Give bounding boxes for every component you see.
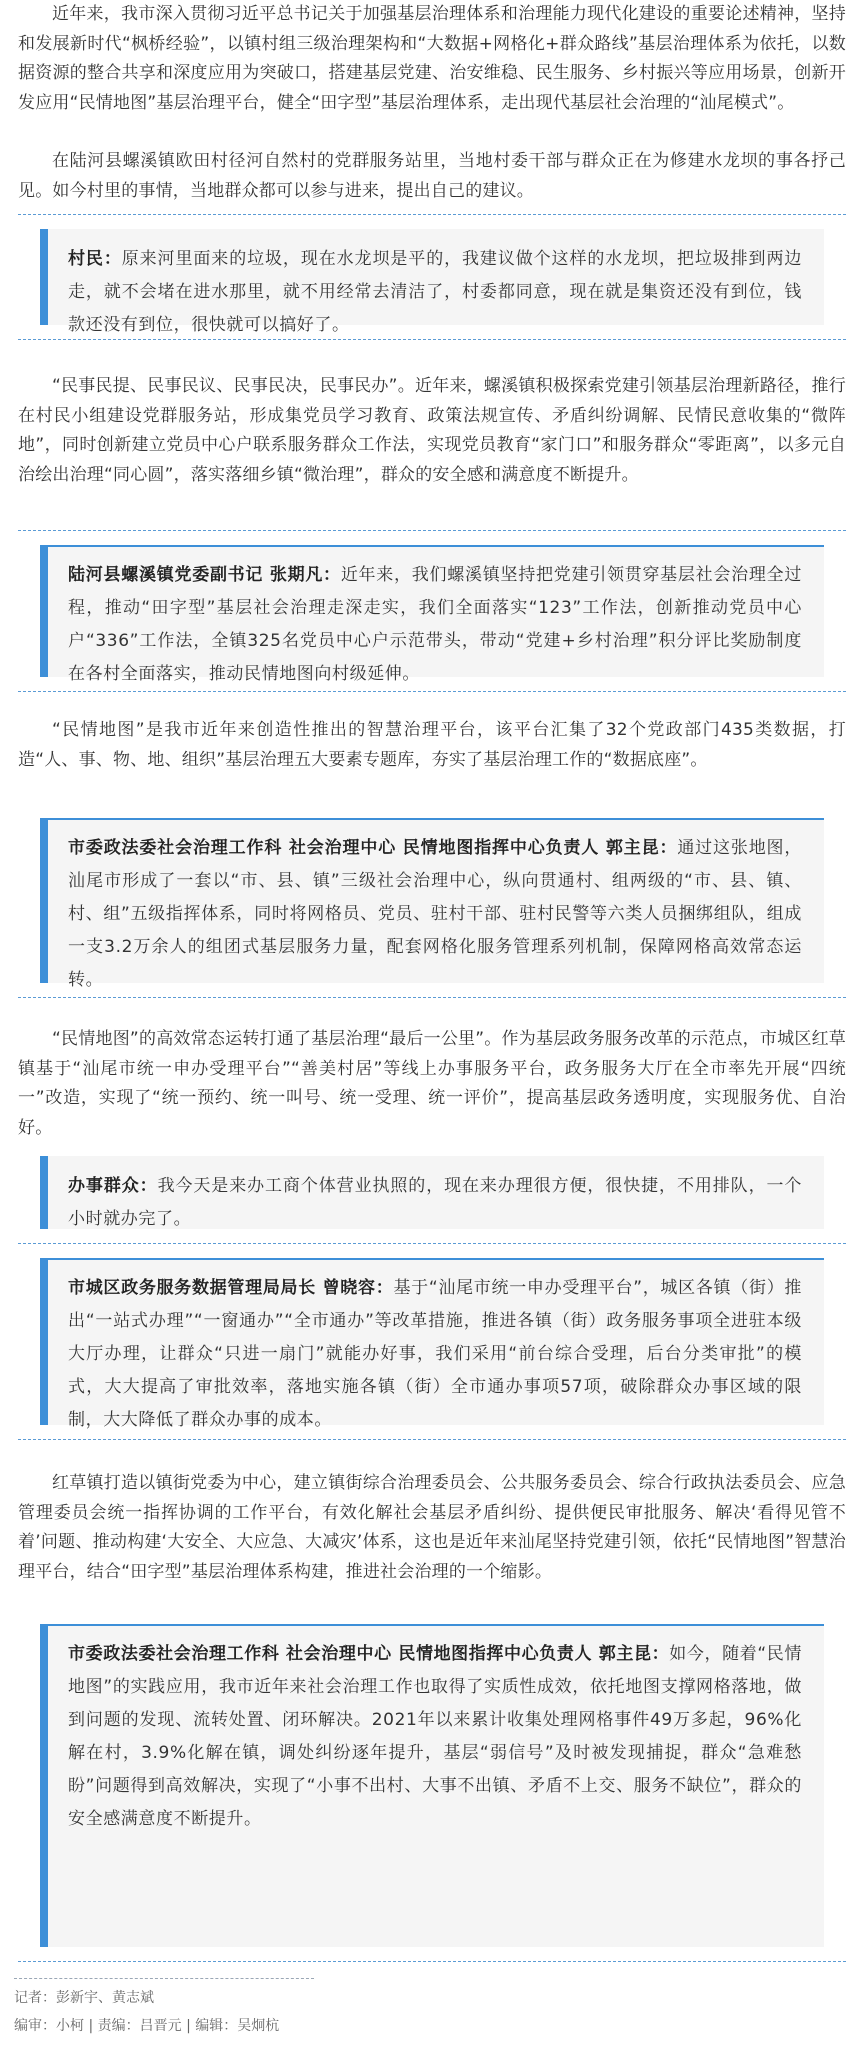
- quote-block-zhang-qifan: [18, 530, 846, 692]
- quote-text: [68, 1638, 802, 1836]
- quote-text: [68, 243, 802, 342]
- quote-box: [40, 229, 824, 335]
- quote-top-line: [48, 818, 824, 820]
- paragraph-minqing-map: “民情地图”是我市近年来创造性推出的智慧治理平台，该平台汇集了32个党政部门435类数据，打造“人、事、物、地、组织”基层治理五大要素专题库，夯实了基层治理工作的“数据底座”。: [18, 720, 846, 770]
- quote-block-guo-zhukun-2: [18, 1610, 846, 1962]
- quote-text: [68, 1170, 802, 1236]
- quote-speaker: 村民：: [68, 249, 122, 269]
- quote-speaker: 市委政法委社会治理工作科 社会治理中心 民情地图指挥中心负责人 郭主昆：: [68, 838, 678, 858]
- paragraph-hongcao-platform: 红草镇打造以镇街党委为中心，建立镇街综合治理委员会、公共服务委员会、综合行政执法委员会、应急管理委员会统一指挥协调的工作平台，有效化解社会基层矛盾纠纷、提供便民审批服务、解决‘看得见管不着’问题、推动构建‘大安全、大应急、大减灾’体系，这也是近年来汕尾坚持党建引领，依托“民情地图”智慧治理平台，结合“田字型”基层治理体系构建，推进社会治理的一个缩影。: [18, 1473, 846, 1582]
- quote-block-villager: [18, 214, 846, 340]
- footer-reporters: 记者：彭新宇、黄志斌: [14, 1990, 154, 2006]
- quote-top-line: [48, 1624, 824, 1626]
- quote-top-line: [48, 1258, 824, 1260]
- quote-text: [68, 1272, 802, 1437]
- quote-body: 通过这张地图，汕尾市形成了一套以“市、县、镇”三级社会治理中心，纵向贯通村、组两级的“市、县、镇、村、组”五级指挥体系，同时将网格员、党员、驻村干部、驻村民警等六类人员捆绑组队，组成一支3.2万余人的组团式基层服务力量，配套网格化服务管理系列机制，保障网格高效常态运转。: [68, 838, 803, 990]
- footer-divider: [14, 1978, 314, 1979]
- quote-body: 基于“汕尾市统一申办受理平台”，城区各镇（街）推出“一站式办理”“一窗通办”“全市通办”等改革措施，推进各镇（街）政务服务事项全进驻本级大厅办理，让群众“只进一扇门”就能办好事，我们采用“前台综合受理，后台分类审批”的模式，大大提高了审批效率，落地实施各镇（街）全市通办事项57项，破除群众办事区域的限制，大大降低了群众办事的成本。: [68, 1278, 803, 1430]
- paragraph-village-station: 在陆河县螺溪镇欧田村径河自然村的党群服务站里，当地村委干部与群众正在为修建水龙坝的事各抒己见。如今村里的事情，当地群众都可以参与进来，提出自己的建议。: [18, 151, 846, 201]
- quote-speaker: 市委政法委社会治理工作科 社会治理中心 民情地图指挥中心负责人 郭主昆：: [68, 1644, 670, 1664]
- paragraph-intro: 近年来，我市深入贯彻习近平总书记关于加强基层治理体系和治理能力现代化建设的重要论述精神，坚持和发展新时代“枫桥经验”，以镇村组三级治理架构和“大数据+网格化+群众路线”基层治理体系为依托，以数据资源的整合共享和深度应用为突破口，搭建基层党建、治安维稳、民生服务、乡村振兴等应用场景，创新开发应用“民情地图”基层治理平台，健全“田字型”基层治理体系，走出现代基层社会治理的“汕尾模式”。: [18, 4, 846, 113]
- quote-box: [40, 818, 824, 990]
- quote-body: 我今天是来办工商个体营业执照的，现在来办理很方便，很快捷，不用排队，一个小时就办完了。: [68, 1176, 803, 1229]
- quote-body: 原来河里面来的垃圾，现在水龙坝是平的，我建议做个这样的水龙坝，把垃圾排到两边走，就不会堵在进水那里，就不用经常去清洁了，村委都同意，现在就是集资还没有到位，钱款还没有到位，很快就可以搞好了。: [68, 249, 802, 335]
- quote-text: [68, 832, 802, 997]
- quote-box: [40, 545, 824, 684]
- paragraph-luoxi-governance: “民事民提、民事民议、民事民决，民事民办”。近年来，螺溪镇积极探索党建引领基层治理新路径，推行在村民小组建设党群服务站，形成集党员学习教育、政策法规宣传、矛盾纠纷调解、民情民意收集的“微阵地”，同时创新建立党员中心户联系服务群众工作法，实现党员教育“家门口”和服务群众“零距离”，以多元自治绘出治理“同心圆”，落实落细乡镇“微治理”，群众的安全感和满意度不断提升。: [18, 376, 846, 485]
- quote-block-citizen: [18, 1142, 846, 1244]
- quote-text: [68, 559, 802, 691]
- quote-box: [40, 1258, 824, 1430]
- footer-editors: 编审：小柯 | 责编：吕晋元 | 编辑：吴炯杭: [14, 2018, 280, 2034]
- quote-body: 如今，随着“民情地图”的实践应用，我市近年来社会治理工作也取得了实质性成效，依托地图支撑网格落地，做到问题的发现、流转处置、闭环解决。2021年以来累计收集处理网格事件49万多起，96%化解在村，3.9%化解在镇，调处纠纷逐年提升，基层“弱信号”及时被发现捕捉，群众“急难愁盼”问题得到高效解决，实现了“小事不出村、大事不出镇、矛盾不上交、服务不缺位”，群众的安全感满意度不断提升。: [68, 1644, 802, 1829]
- paragraph-hongcao-service: “民情地图”的高效常态运转打通了基层治理“最后一公里”。作为基层政务服务改革的示范点，市城区红草镇基于“汕尾市统一申办受理平台”“善美村居”等线上办事服务平台，政务服务大厅在全市率先开展“四统一”改造，实现了“统一预约、统一叫号、统一受理、统一评价”，提高基层政务透明度，实现服务优、自治好。: [18, 1029, 846, 1138]
- quote-body: 近年来，我们螺溪镇坚持把党建引领贯穿基层社会治理全过程，推动“田字型”基层社会治理走深走实，我们全面落实“123”工作法，创新推动党员中心户“336”工作法，全镇325名党员中心户示范带头，带动“党建+乡村治理”积分评比奖励制度在各村全面落实，推动民情地图向村级延伸。: [68, 565, 802, 684]
- quote-top-line: [48, 545, 824, 547]
- quote-block-guo-zhukun-1: [18, 804, 846, 998]
- quote-speaker: 陆河县螺溪镇党委副书记 张期凡：: [68, 565, 341, 585]
- quote-block-zeng-xiaorong: [18, 1244, 846, 1440]
- quote-speaker: 办事群众：: [68, 1176, 158, 1196]
- quote-box: [40, 1156, 824, 1229]
- quote-box: [40, 1624, 824, 1947]
- quote-speaker: 市城区政务服务数据管理局局长 曾晓容：: [68, 1278, 394, 1298]
